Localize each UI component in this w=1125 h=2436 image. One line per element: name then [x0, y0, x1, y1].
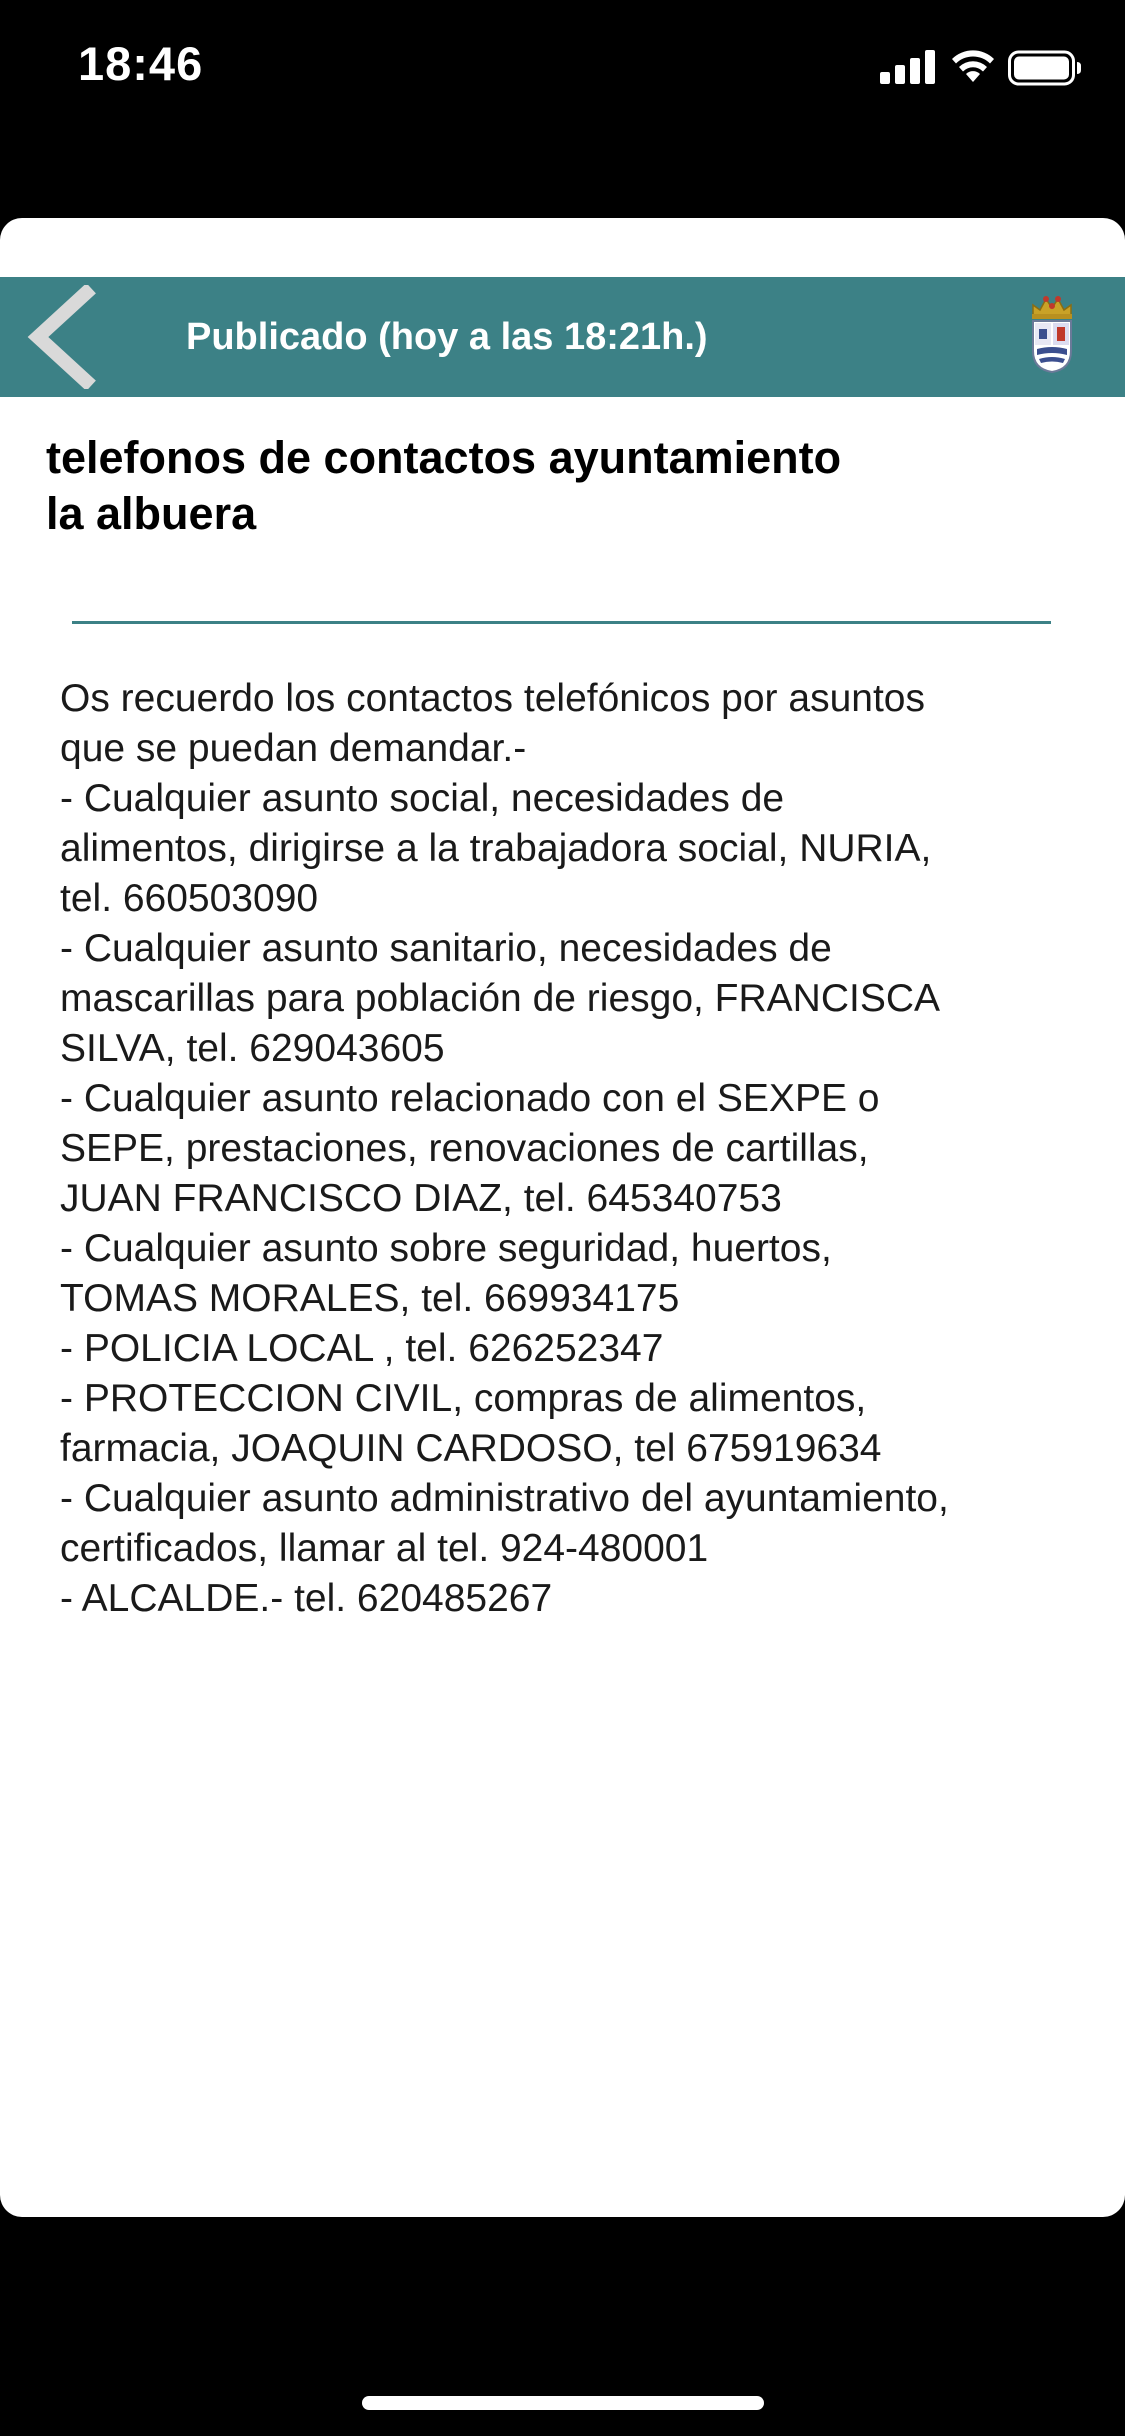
status-bar: [0, 0, 1125, 140]
municipal-crest-icon: [1027, 295, 1077, 373]
header-bar: [0, 277, 1125, 397]
wifi-icon: [950, 48, 996, 84]
back-button[interactable]: [24, 285, 104, 389]
cellular-signal-icon: [880, 50, 936, 84]
article-title: telefonos de contactos ayuntamiento la albuera: [46, 432, 842, 539]
divider: [72, 621, 1051, 624]
home-indicator[interactable]: [362, 2396, 764, 2410]
chevron-left-icon: [24, 285, 104, 389]
status-time: 18:46: [78, 37, 204, 90]
header-title: Publicado (hoy a las 18:21h.): [186, 316, 708, 358]
content-card: [0, 218, 1125, 2217]
battery-icon: [1008, 50, 1082, 86]
article-body: Os recuerdo los contactos telefónicos por asuntos que se puedan demandar.- - Cualquier asunto social, necesidades de alimentos, dirigirse a la trabajadora social, NURIA, tel. 660503090 - Cualquier asunto sanitario, necesidades de mascarillas para población de riesgo, FRANCISCA SILVA, tel. 629043605 - Cualquier asunto relacionado con el SEXPE o SEPE, prestaciones, renovaciones de cartillas, JUAN FRANCISCO DIAZ, tel. 645340753 - Cualquier asunto sobre seguridad, huertos, TOMAS MORALES, tel. 669934175 - POLICIA LOCAL , tel. 626252347 - PROTECCION CIVIL, compras de alimentos, farmacia, JOAQUIN CARDOSO, tel 675919634 - Cualquier asunto administrativo del ayuntamiento, certificados, llamar al tel. 924-480001 - ALCALDE.- tel. 620485267: [60, 677, 949, 1620]
